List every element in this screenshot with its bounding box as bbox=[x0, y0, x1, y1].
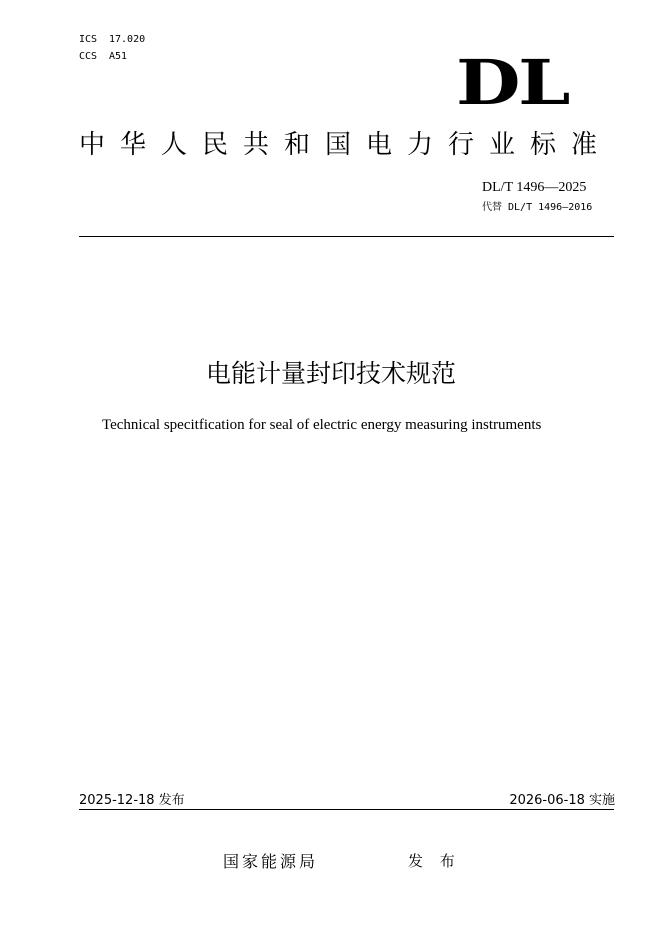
document-title-english: Technical specitfication for seal of electric energy measuring instruments bbox=[102, 417, 542, 433]
standard-type-title: 中华人民共和国电力行业标准 bbox=[79, 130, 613, 160]
ics-line bbox=[79, 34, 145, 46]
ics-value: 17.020 bbox=[109, 34, 146, 45]
publish-label: 发 布 bbox=[408, 852, 461, 870]
implementation-date: 2026-06-18 实施 bbox=[509, 793, 615, 808]
ics-label: ICS bbox=[79, 34, 98, 45]
issue-date: 2025-12-18 发布 bbox=[79, 793, 185, 808]
header-divider bbox=[79, 236, 614, 237]
standard-number: DL/T 1496—2025 bbox=[482, 180, 587, 195]
replaces-standard: 代替 DL/T 1496—2016 bbox=[482, 202, 593, 213]
ccs-label: CCS bbox=[79, 51, 98, 62]
publisher-name: 国家能源局 bbox=[223, 852, 319, 871]
footer-divider bbox=[79, 809, 614, 810]
ccs-value: A51 bbox=[109, 51, 128, 62]
document-title-chinese: 电能计量封印技术规范 bbox=[205, 359, 456, 388]
dl-logo: DL bbox=[456, 46, 569, 119]
ccs-line bbox=[79, 51, 127, 63]
